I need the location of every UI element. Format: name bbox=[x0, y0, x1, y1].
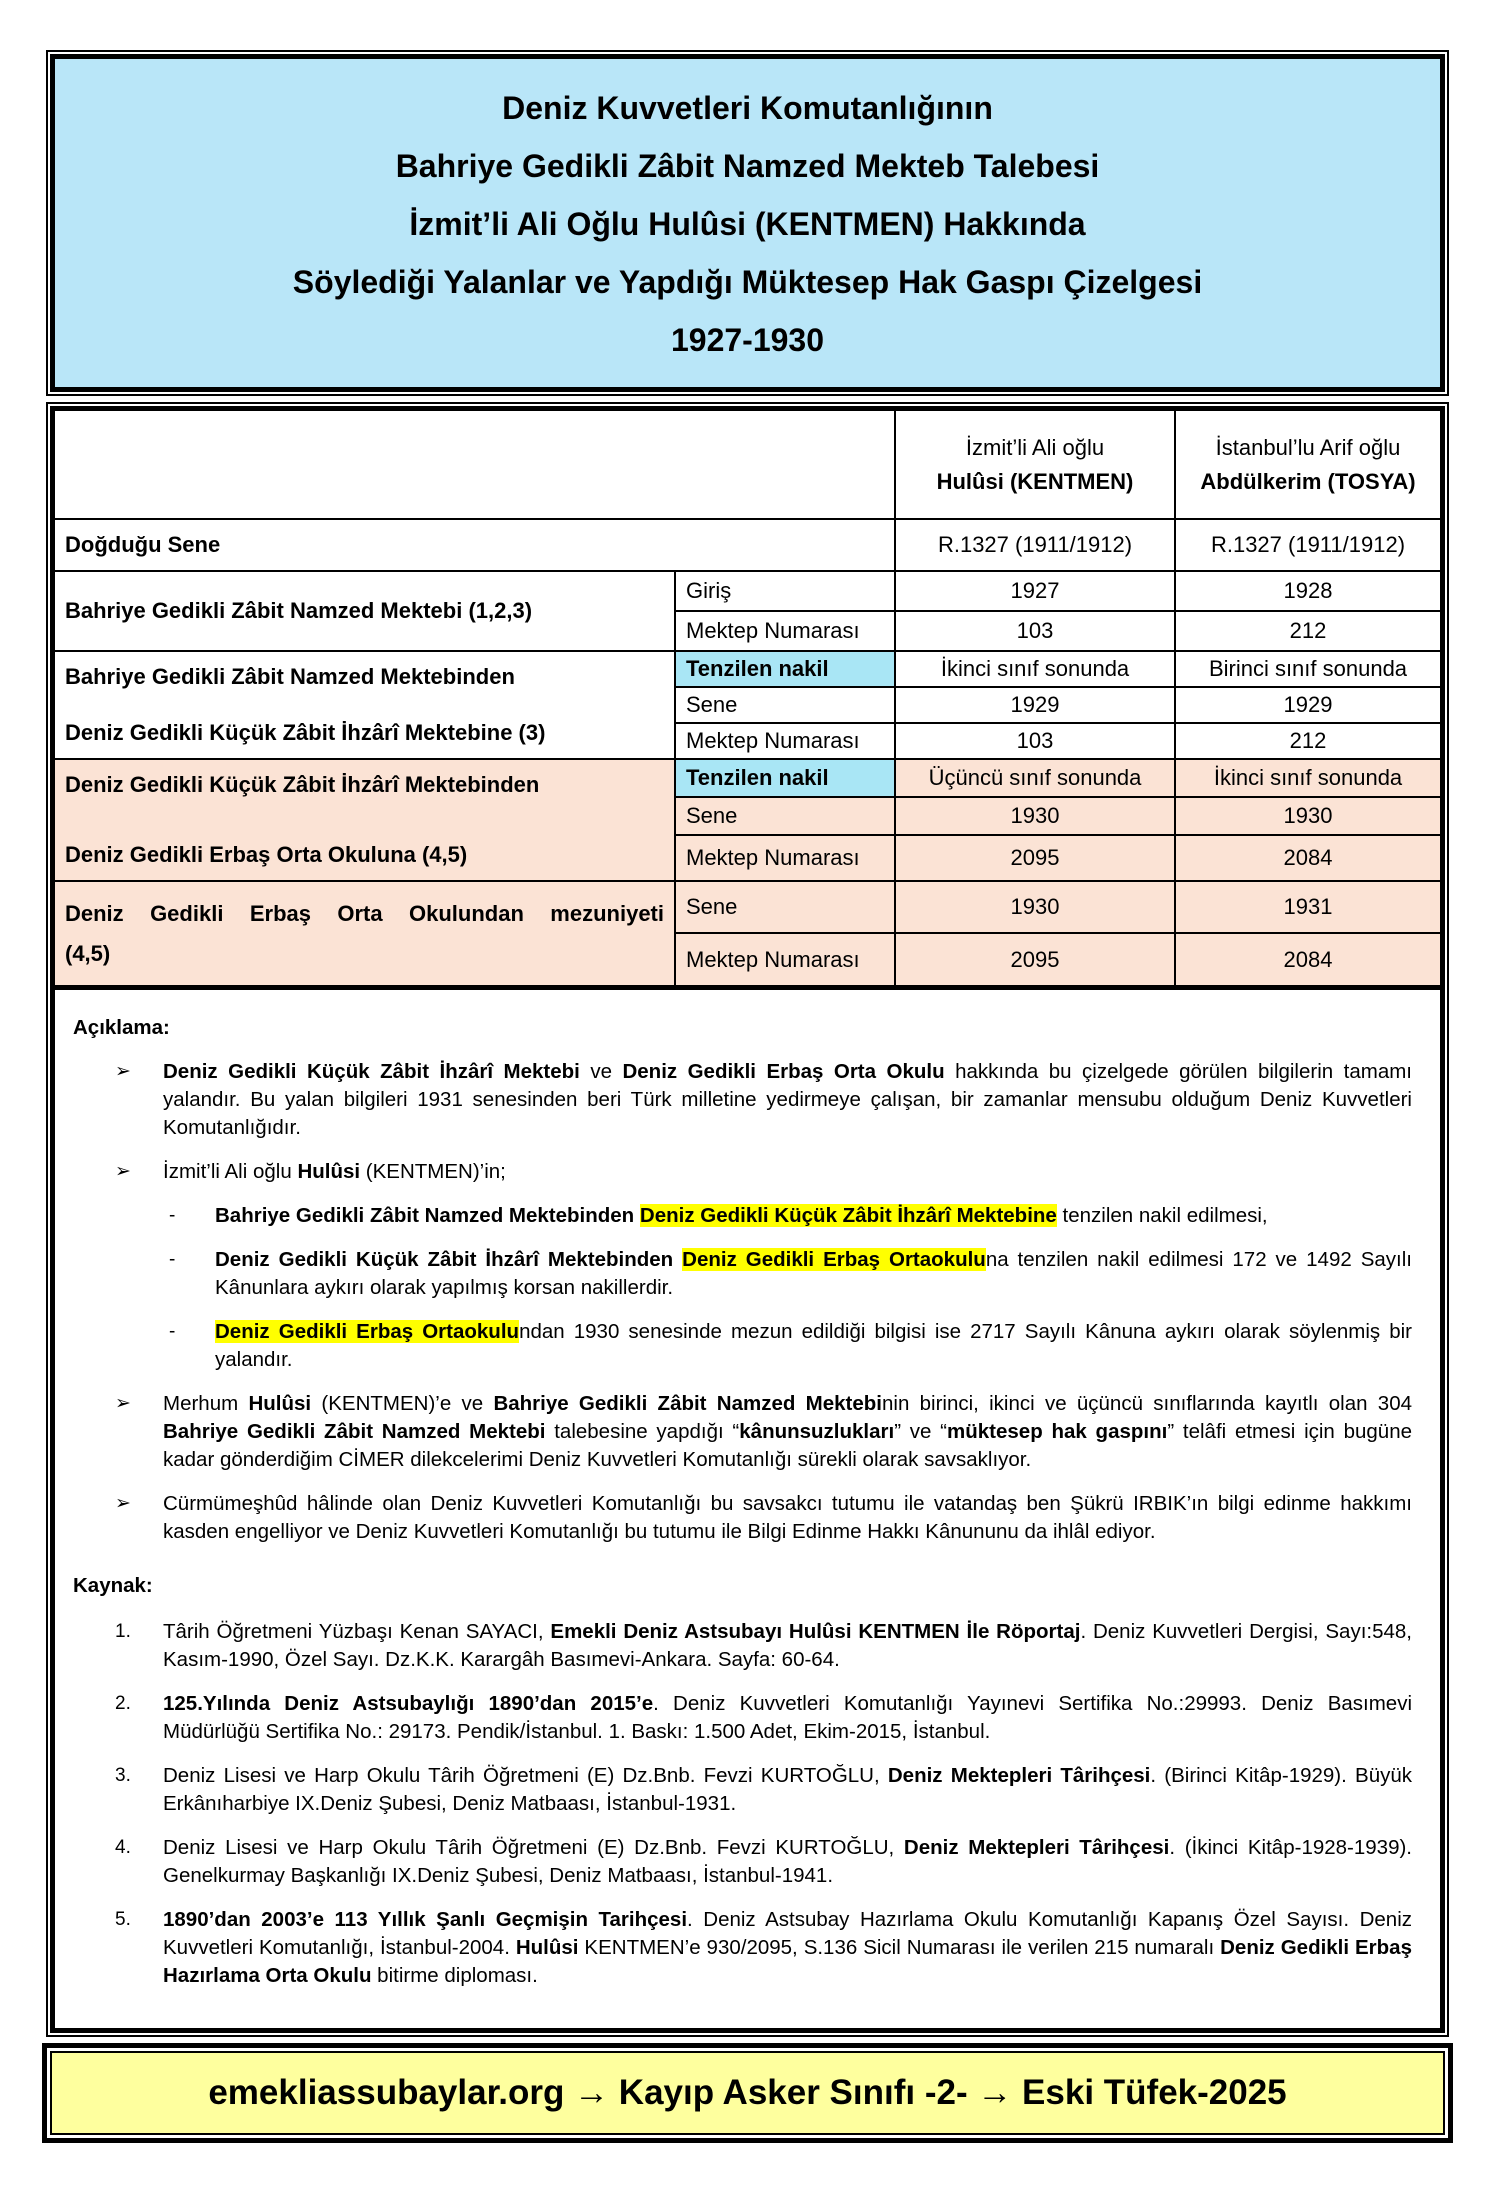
sub-bullet-text: Deniz Gedikli Erbaş Ortaokulundan 1930 senesinde mezun edildiği bilgisi ise 2717 Sayılı Kânuna aykırı olarak söylenmiş bir yalandır. bbox=[215, 1320, 1412, 1371]
row-label-section-c bbox=[55, 759, 675, 881]
value-cell: 1929 bbox=[895, 687, 1175, 723]
value-cell: 103 bbox=[895, 723, 1175, 759]
row-label-line: Deniz Gedikli Küçük Zâbit İhzârî Mektebinden bbox=[65, 772, 540, 797]
sub-label: Mektep Numarası bbox=[675, 611, 895, 651]
comparison-table-wrap bbox=[55, 411, 1440, 990]
source-text: Târih Öğretmeni Yüzbaşı Kenan SAYACI, Emekli Deniz Astsubayı Hulûsi KENTMEN İle Röportaj. Deniz Kuvvetleri Dergisi, Sayı:548, Kasım-1990, Özel Sayı. Dz.K.K. Karargâh Basımevi-Ankara. Sayfa: 60-64. bbox=[163, 1620, 1412, 1671]
source-text: Deniz Lisesi ve Harp Okulu Târih Öğretmeni (E) Dz.Bnb. Fevzi KURTOĞLU, Deniz Mektepleri Târihçesi. (Birinci Kitâp-1929). Büyük Erkânıharbiye IX.Deniz Şubesi, Deniz Matbaası, İstanbul-1931. bbox=[163, 1764, 1413, 1815]
row-label-section-a: Bahriye Gedikli Zâbit Namzed Mektebi (1,2,3) bbox=[55, 571, 675, 651]
bullet-item bbox=[115, 1490, 1412, 1546]
sub-bullet-item bbox=[169, 1202, 1412, 1230]
value-cell: R.1327 (1911/1912) bbox=[1175, 519, 1440, 571]
row-label-section-b bbox=[55, 651, 675, 759]
value-cell: 212 bbox=[1175, 723, 1440, 759]
footer-banner bbox=[50, 2051, 1445, 2135]
sub-label: Giriş bbox=[675, 571, 895, 611]
bullet-text: Merhum Hulûsi (KENTMEN)’e ve Bahriye Gedikli Zâbit Namzed Mektebinin birinci, ikinci ve üçüncü sınıflarında kayıtlı olan 304 Bahriye Gedikli Zâbit Namzed Mektebi talebesine yapdığı “kânunsuzlukları” ve “müktesep hak gaspını” telâfi etmesi için bugüne kadar gönderdiğim CİMER dilekcelerimi Deniz Kuvvetleri Komutanlığı sürekli olarak savsaklıyor. bbox=[163, 1392, 1412, 1471]
source-text: 1890’dan 2003’e 113 Yıllık Şanlı Geçmişin Tarihçesi. Deniz Astsubay Hazırlama Okulu Komutanlığı Kapanış Özel Sayısı. Deniz Kuvvetleri Komutanlığı, İstanbul-2004. Hulûsi KENTMEN’e 930/2095, S.136 Sicil Numarası ile verilen 215 numaralı Deniz Gedikli Erbaş Hazırlama Orta Okulu bitirme diploması. bbox=[163, 1908, 1412, 1987]
source-text: Deniz Lisesi ve Harp Okulu Târih Öğretmeni (E) Dz.Bnb. Fevzi KURTOĞLU, Deniz Mektepleri Târihçesi. (İkinci Kitâp-1928-1939). Genelkurmay Başkanlığı IX.Deniz Şubesi, Deniz Matbaası, İstanbul-1941. bbox=[163, 1836, 1412, 1887]
sub-bullet-item bbox=[169, 1246, 1412, 1302]
value-cell: Birinci sınıf sonunda bbox=[1175, 651, 1440, 687]
row-label-line: Deniz Gedikli Küçük Zâbit İhzârî Mektebine (3) bbox=[65, 720, 546, 745]
value-cell: R.1327 (1911/1912) bbox=[895, 519, 1175, 571]
source-number: 5. bbox=[115, 1909, 131, 1930]
value-cell: 2095 bbox=[895, 933, 1175, 985]
source-item bbox=[115, 1690, 1412, 1746]
value-cell: 1929 bbox=[1175, 687, 1440, 723]
bullet-item bbox=[115, 1158, 1412, 1186]
value-cell: 1930 bbox=[1175, 797, 1440, 835]
bullet-item bbox=[115, 1390, 1412, 1474]
column-header-line: Abdülkerim (TOSYA) bbox=[1200, 468, 1416, 494]
aciklama-heading: Açıklama: bbox=[73, 1016, 170, 1039]
row-label-line: Deniz Gedikli Erbaş Orta Okulundan mezuniyeti bbox=[65, 900, 664, 926]
main-body bbox=[50, 406, 1445, 2033]
kaynak-heading: Kaynak: bbox=[73, 1574, 153, 1597]
sub-bullet-text: Bahriye Gedikli Zâbit Namzed Mektebinden Deniz Gedikli Küçük Zâbit İhzârî Mektebine tenzilen nakil edilmesi, bbox=[215, 1204, 1268, 1227]
arrow-bullet-icon: ➢ bbox=[115, 1393, 131, 1414]
source-text: 125.Yılında Deniz Astsubaylığı 1890’dan 2015’e. Deniz Kuvvetleri Komutanlığı Yayınevi Sertifika No.:29993. Deniz Basımevi Müdürlüğü Sertifika No.: 29173. Pendik/İstanbul. 1. Baskı: 1.500 Adet, Ekim-2015, İstanbul. bbox=[163, 1692, 1413, 1743]
value-cell: İkinci sınıf sonunda bbox=[895, 651, 1175, 687]
sub-bullet-text: Deniz Gedikli Küçük Zâbit İhzârî Mektebinden Deniz Gedikli Erbaş Ortaokuluna tenzilen nakil edilmesi 172 ve 1492 Sayılı Kânunlara aykırı olarak yapılmış korsan nakillerdir. bbox=[215, 1248, 1412, 1299]
notes-section bbox=[55, 990, 1440, 2028]
value-cell: 212 bbox=[1175, 611, 1440, 651]
column-header-line: İzmit’li Ali oğlu bbox=[965, 434, 1105, 460]
bullet-text: İzmit’li Ali oğlu Hulûsi (KENTMEN)’in; bbox=[163, 1160, 506, 1183]
sub-label: Sene bbox=[675, 797, 895, 835]
sub-label: Mektep Numarası bbox=[675, 933, 895, 985]
column-header-tosya bbox=[1175, 411, 1440, 519]
value-cell: 1931 bbox=[1175, 881, 1440, 933]
column-header-line: İstanbul’lu Arif oğlu bbox=[1215, 434, 1401, 460]
comparison-table bbox=[55, 411, 1440, 985]
value-cell: 1928 bbox=[1175, 571, 1440, 611]
bullet-item bbox=[115, 1058, 1412, 1142]
dash-marker: - bbox=[169, 1321, 176, 1342]
row-label-line: (4,5) bbox=[65, 940, 111, 966]
value-cell: 103 bbox=[895, 611, 1175, 651]
sub-label: Sene bbox=[675, 881, 895, 933]
source-number: 2. bbox=[115, 1693, 131, 1714]
footer-text: emekliassubaylar.org → Kayıp Asker Sınıfı -2- → Eski Tüfek-2025 bbox=[208, 2073, 1287, 2112]
title-line: Söylediği Yalanlar ve Yapdığı Müktesep Hak Gaspı Çizelgesi bbox=[292, 264, 1203, 300]
value-cell: 2084 bbox=[1175, 835, 1440, 881]
arrow-bullet-icon: ➢ bbox=[115, 1493, 131, 1514]
dash-marker: - bbox=[169, 1249, 176, 1270]
row-label-line: Deniz Gedikli Erbaş Orta Okuluna (4,5) bbox=[65, 842, 468, 867]
sub-label-transfer: Tenzilen nakil bbox=[675, 651, 895, 687]
sub-label-transfer: Tenzilen nakil bbox=[675, 759, 895, 797]
value-cell: Üçüncü sınıf sonunda bbox=[895, 759, 1175, 797]
row-label-section-d bbox=[55, 881, 675, 985]
arrow-bullet-icon: ➢ bbox=[115, 1061, 131, 1082]
arrow-bullet-icon: ➢ bbox=[115, 1161, 131, 1182]
column-header-kentmen bbox=[895, 411, 1175, 519]
dash-marker: - bbox=[169, 1205, 176, 1226]
title-line: Bahriye Gedikli Zâbit Namzed Mekteb Talebesi bbox=[395, 148, 1100, 184]
title-line: 1927-1930 bbox=[670, 322, 825, 358]
column-header-line: Hulûsi (KENTMEN) bbox=[936, 468, 1134, 494]
bullet-text: Deniz Gedikli Küçük Zâbit İhzârî Mektebi ve Deniz Gedikli Erbaş Orta Okulu hakkında bu çizelgede görülen bilgilerin tamamı yalandır. Bu yalan bilgileri 1931 senesinden beri Türk milletine yedirmeye çalışan, bir zamanlar mensubu olduğum Deniz Kuvvetleri Komutanlığıdır. bbox=[163, 1060, 1412, 1139]
sub-label: Mektep Numarası bbox=[675, 723, 895, 759]
row-label-birth-year: Doğduğu Sene bbox=[55, 519, 895, 571]
value-cell: 2084 bbox=[1175, 933, 1440, 985]
source-number: 4. bbox=[115, 1837, 131, 1858]
title-block bbox=[50, 54, 1445, 392]
row-label-line: Bahriye Gedikli Zâbit Namzed Mektebinden bbox=[65, 664, 515, 689]
source-item bbox=[115, 1834, 1412, 1890]
header-empty-cell bbox=[55, 411, 895, 519]
source-number: 1. bbox=[115, 1621, 131, 1642]
sub-bullet-item bbox=[169, 1318, 1412, 1374]
source-item bbox=[115, 1906, 1412, 1990]
title-line: Deniz Kuvvetleri Komutanlığının bbox=[502, 90, 993, 126]
source-item bbox=[115, 1618, 1412, 1674]
sub-label: Sene bbox=[675, 687, 895, 723]
source-number: 3. bbox=[115, 1765, 131, 1786]
title-line: İzmit’li Ali Oğlu Hulûsi (KENTMEN) Hakkında bbox=[409, 206, 1086, 242]
bullet-text: Cürmümeşhûd hâlinde olan Deniz Kuvvetleri Komutanlığı bu savsakcı tutumu ile vatandaş ben Şükrü IRBIK’ın bilgi edinme hakkımı kasden engelliyor ve Deniz Kuvvetleri Komutanlığı bu tutumu ile Bilgi Edinme Hakkı Kânununu da ihlâl ediyor. bbox=[163, 1492, 1412, 1543]
source-item bbox=[115, 1762, 1412, 1818]
value-cell: 1930 bbox=[895, 797, 1175, 835]
value-cell: 2095 bbox=[895, 835, 1175, 881]
value-cell: İkinci sınıf sonunda bbox=[1175, 759, 1440, 797]
value-cell: 1930 bbox=[895, 881, 1175, 933]
value-cell: 1927 bbox=[895, 571, 1175, 611]
sub-label: Mektep Numarası bbox=[675, 835, 895, 881]
